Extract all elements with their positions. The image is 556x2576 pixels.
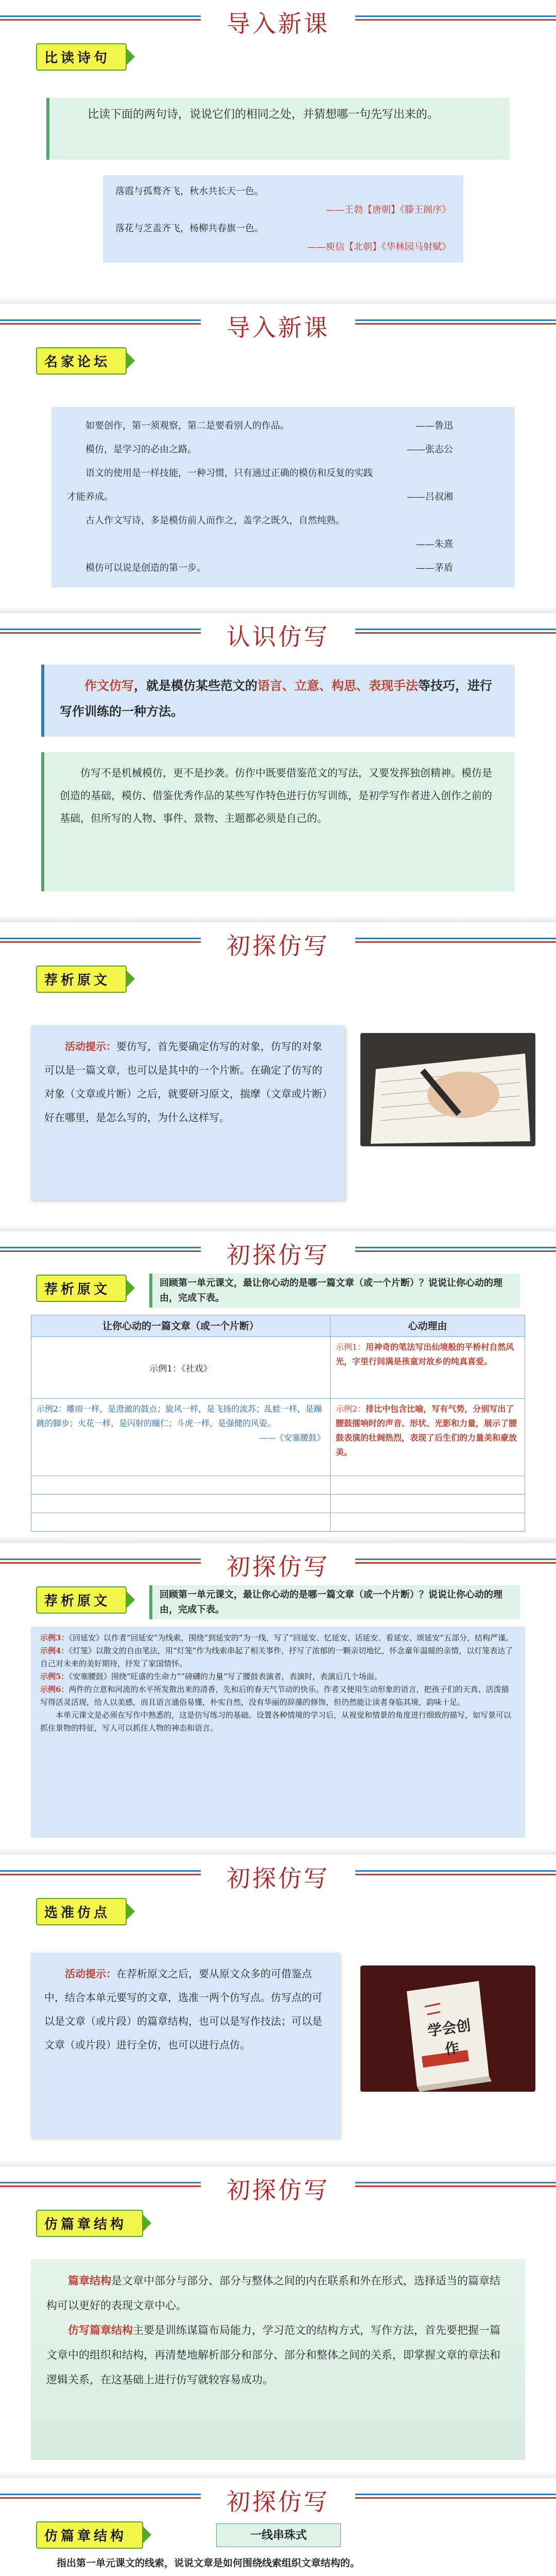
slide-title: 初探仿写	[227, 1241, 329, 1269]
quote-5: 模仿可以说是创造的第一步。 ——茅盾	[85, 563, 453, 573]
slide-title-row	[0, 1855, 556, 1891]
slide-title-row	[0, 2478, 556, 2514]
poem2-source: ——庾信【北朝】《华林园马射赋》	[307, 242, 451, 252]
slide-title-row	[0, 1543, 556, 1579]
slide-structure-intro	[0, 2166, 556, 2478]
table-header-row	[31, 1315, 525, 1337]
hint-box	[31, 1025, 345, 1200]
slide-bottom-band	[0, 606, 556, 613]
structure-text-box	[31, 2259, 525, 2460]
slide-title: 初探仿写	[227, 2488, 329, 2516]
section-tag: 比读诗句	[36, 43, 127, 71]
table-row	[31, 1399, 525, 1476]
definition-end: 等技巧，进行写作训练的一种方法。	[60, 678, 492, 719]
example-item-3: 示例3：《回延安》以作者“回延安”为线索，围绕“到延安的”为一线，写了“回延安、忆延安、话延安、看延安、颂延安”五部分，结构严谨。	[40, 1633, 513, 1642]
task-text: 回顾第一单元课文，最让你心动的是哪一篇文章（或一个片断）？说说让你心动的理由，完成下表。	[160, 1278, 502, 1303]
slide-title-row	[0, 1231, 556, 1267]
intro-text: 比读下面的两句诗，说说它们的相同之处，并猜想哪一句先写出来的。	[88, 108, 439, 121]
structure-para-2: 仿写篇章结构主要是训练谋篇布局能力，学习范文的结构方式，写作方法，首先要把握一篇文章中的组织和结构，再清楚地解析部分和部分、部分和整体之间的关系，即掌握文章的章法和逻辑关系，在这基础上进行仿写就较容易成功。	[46, 2324, 500, 2386]
quote-4: 古人作文写诗，多是模仿前人而作之，盖学之既久，自然纯熟。	[85, 515, 345, 526]
slide-bottom-band	[0, 915, 556, 922]
quote-3-cont: 才能养成。 ——吕叔湘	[67, 492, 453, 502]
slide-title-row	[0, 304, 556, 340]
slide-title: 导入新课	[227, 314, 329, 342]
slide-famous-quotes	[0, 304, 556, 613]
quote-2: 模仿，是学习的必由之路。 ——张志公	[85, 444, 453, 455]
slide-title-row	[0, 0, 556, 36]
cell-example2-article: 示例2：雕雨一样，是澄澈的鼓点；旋风一样，是飞扬的流苏；乱蛙一样，是蹦跳的脚步；火花一样，是闪射的瞳仁；斗虎一样，是强健的风姿。 ——《安塞腰鼓》	[31, 1399, 331, 1476]
slide-bottom-band	[0, 1224, 556, 1231]
subtitle-box	[216, 2523, 341, 2547]
definition-mid: ，就是模仿某些范文的	[134, 678, 257, 693]
cell-example1-reason: 示例1：用神奇的笔法写出仙境般的平桥村自然风光，字里行间满是孩童对故乡的纯真喜爱。	[331, 1337, 525, 1399]
poem2-line: 落花与芝盖齐飞，杨柳共春旗一色。	[115, 223, 264, 234]
slide-bottom-band	[0, 1536, 556, 1543]
writing-hand-photo	[360, 1033, 535, 1146]
slide-bottom-band	[0, 1848, 556, 1855]
poem1-source: ——王勃【唐朝】《滕王阁序》	[326, 205, 451, 215]
summary-text: 本单元课文是必须在写作中熟悉的，这是仿写练习的基础。设置各种情境的学习后，从视觉和情景的角度进行细致的描写，如写景可以抓住景物的特征，写人可以抓住人物的神态和语言。	[40, 1710, 512, 1733]
section-tag: 仿篇章结构	[36, 2210, 143, 2237]
hint-label: 活动提示：	[65, 1040, 116, 1053]
slide-title: 导入新课	[227, 10, 329, 38]
example-item-6: 示例6：两件的立意和河流的水平所发散出来的清香，先和后的春天气节动的快乐。作者又便用生动形象的语言，把孩子们的天真、活泼描写得活灵活现，给人以美感，而且语言通俗易懂，朴实自然，没有华丽的辞藻的修饰，但仍然能让读者身临其境，韵味十足。	[40, 1685, 509, 1707]
slide-title: 初探仿写	[227, 2176, 329, 2204]
quotes-box	[51, 407, 515, 587]
slide-choose-point	[0, 1855, 556, 2166]
section-tag: 仿篇章结构	[36, 2521, 143, 2549]
slide-bottom-band	[0, 2471, 556, 2478]
task-box	[149, 1274, 520, 1308]
hint-text: 在荐析原文之后，要从原文众多的可借鉴点中，结合本单元要写的文章，选准一两个仿写点。仿写点的可以是文章（或片段）的篇章结构，也可以是写作技法；可以是文章（或片段）进行全仿，也可以进行点仿。	[44, 1968, 322, 2051]
quote-4-author: ——朱熹	[416, 539, 453, 550]
slide-examples-list	[0, 1543, 556, 1855]
table-row-empty[interactable]	[31, 1476, 525, 1495]
explain-box	[41, 752, 515, 891]
quote-3: 语文的使用是一样技能，一种习惯，只有通过正确的模仿和反复的实践	[85, 468, 373, 479]
examples-box	[31, 1626, 525, 1838]
section-tag: 名家论坛	[36, 347, 127, 375]
favorite-table	[31, 1315, 525, 1532]
book-cover-text: 学会创作	[426, 2016, 472, 2058]
cell-example2-reason: 示例2：排比中包含比喻，写有气势，分别写出了腰鼓擂响时的声音、形状、光影和力量，展示了腰鼓表演的壮阔热烈，表现了后生们的力量美和豪放美。	[331, 1399, 525, 1476]
quote-1: 如要创作，第一须观察，第二是要看别人的作品。 ——鲁迅	[85, 420, 453, 431]
table-row-empty[interactable]	[31, 1513, 525, 1532]
slide-favorite-table	[0, 1231, 556, 1543]
writing-hand-illustration	[360, 1033, 535, 1146]
section-tag: 荐析原文	[36, 1275, 127, 1302]
structure-para-1: 篇章结构是文章中部分与部分、部分与整体之间的内在联系和外在形式，选择适当的篇章结构可以更好的表现文章中心。	[46, 2274, 500, 2312]
slide-intro-poems	[0, 0, 556, 304]
table-row-empty[interactable]	[31, 1495, 525, 1513]
slide-clue-structure	[0, 2478, 556, 2576]
definition-term: 作文仿写	[84, 678, 134, 693]
task-box	[149, 1585, 520, 1619]
slide-analyze-original	[0, 922, 556, 1231]
slide-title: 认识仿写	[227, 623, 329, 651]
subtitle-text: 一线串珠式	[250, 2529, 307, 2542]
task-text: 回顾第一单元课文，最让你心动的是哪一篇文章（或一个片断）？说说让你心动的理由，完成下表。	[160, 1589, 502, 1615]
col-header-reason: 心动理由	[331, 1315, 525, 1337]
hint-label: 活动提示：	[65, 1968, 116, 1980]
intro-box	[46, 98, 510, 160]
slide-title: 初探仿写	[227, 1553, 329, 1581]
example-item-5: 示例5：《安塞腰鼓》围绕“旺盛的生命力”“磅礴的力量”写了腰鼓表演者，表演时，表演后几个场面。	[40, 1672, 382, 1681]
section-tag: 荐析原文	[36, 965, 127, 993]
slide-title-row	[0, 613, 556, 649]
col-header-article: 让你心动的一篇文章（或一个片断）	[31, 1315, 331, 1337]
poem1-line: 落霞与孤鹜齐飞，秋水共长天一色。	[115, 186, 264, 197]
definition-box	[41, 665, 515, 737]
book-photo	[360, 1965, 535, 2092]
hint-text: 要仿写，首先要确定仿写的对象，仿写的对象可以是一篇文章，也可以是其中的一个片断。在确定了仿写的对象（文章或片断）之后，就要研习原文，揣摩（文章或片断）好在哪里，是怎么写的，为什么这样写。	[44, 1040, 327, 1124]
definition-techniques: 语言、立意、构思、表现手法	[257, 678, 418, 693]
hint-box	[31, 1953, 340, 2138]
slide-bottom-band	[0, 297, 556, 304]
explain-text: 仿写不是机械模仿，更不是抄袭。仿作中既要借鉴范文的写法，又要发挥独创精神。模仿是创造的基础，模仿、借鉴优秀作品的某些写作特色进行仿写训练，是初学写作者进入创作之前的基础，但所写的人物、事件、景物、主题都必须是自己的。	[60, 767, 492, 824]
slide-title-row	[0, 922, 556, 958]
slide-bottom-band	[0, 2159, 556, 2166]
slide-title: 初探仿写	[227, 1865, 329, 1892]
slide-title-row	[0, 2166, 556, 2202]
cell-example1-article: 示例1：《社戏》	[31, 1337, 331, 1399]
poem-box	[103, 175, 463, 263]
slide-title: 初探仿写	[227, 932, 329, 960]
section-tag: 选准仿点	[36, 1898, 127, 1925]
table-row	[31, 1337, 525, 1399]
section-tag: 荐析原文	[36, 1586, 127, 1614]
slide-know-imitation	[0, 613, 556, 922]
lead-text: 指出第一单元课文的线索，说说文章是如何围绕线索组织文章结构的。	[57, 2557, 360, 2569]
example-item-4: 示例4：《灯笼》以散文的自由笔法，用“灯笼”作为线索串起了相关事件，抒写了浓郁的一颗亲切地忆，怀念童年温暖的亲情，以灯笼表达了自己对未来的美好期待，抒发了家国情怀。	[40, 1646, 513, 1668]
